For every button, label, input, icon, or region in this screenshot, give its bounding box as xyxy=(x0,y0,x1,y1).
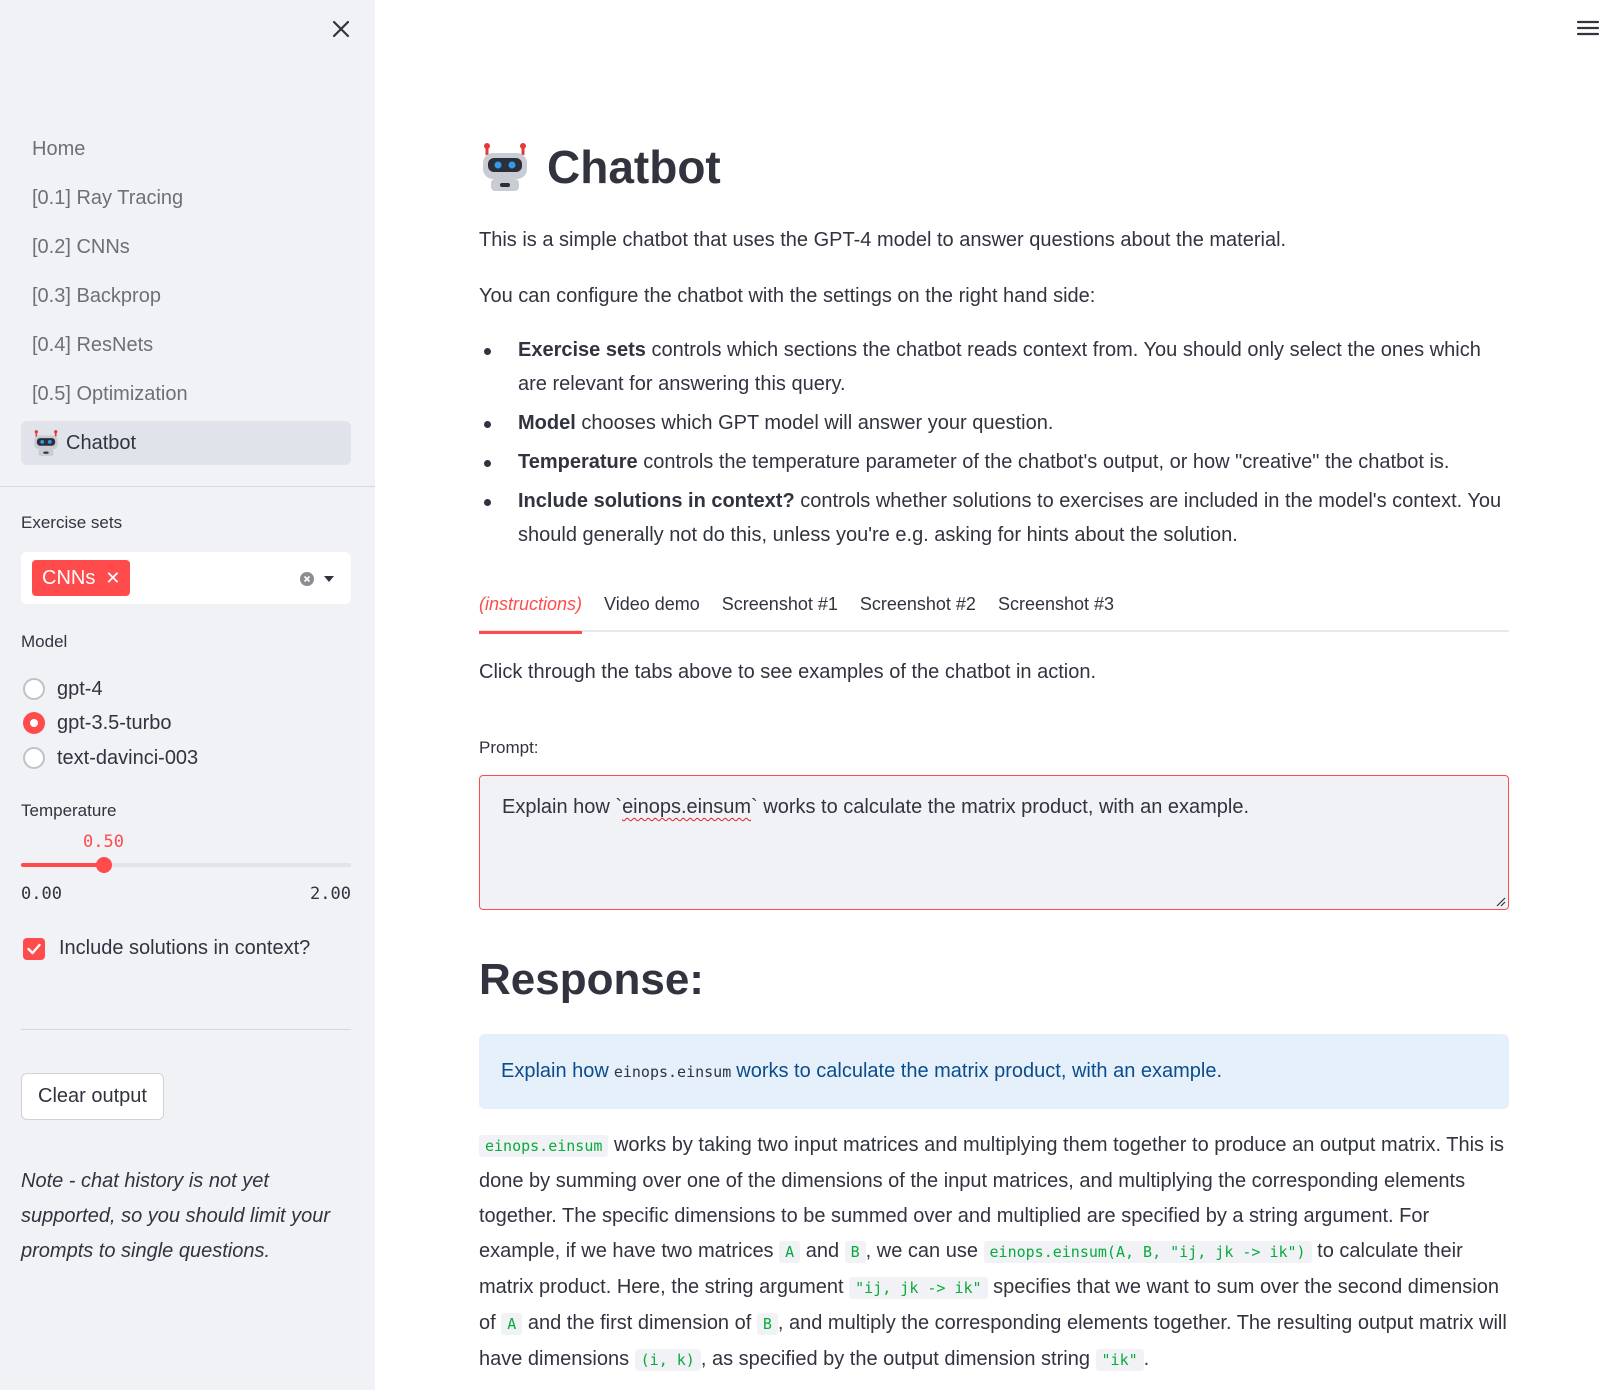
info-text: Explain how xyxy=(501,1060,609,1082)
config-intro-text: You can configure the chatbot with the settings on the right hand side: xyxy=(479,285,1096,307)
list-item-desc: controls the temperature parameter of the chatbot's output, or how "creative" the chatbot is. xyxy=(637,451,1450,473)
include-solutions-checkbox-row[interactable] xyxy=(23,937,310,960)
radio-button[interactable] xyxy=(23,712,45,734)
tab-video-demo[interactable]: Video demo xyxy=(604,594,700,614)
response-text: specifies that we want to sum over the second dimension of xyxy=(479,1276,1499,1334)
page-nav xyxy=(21,127,351,470)
nav-item-label: Chatbot xyxy=(66,431,137,454)
model-label: Model xyxy=(21,632,68,651)
model-option-text-davinci-003[interactable] xyxy=(23,745,198,771)
prompt-text: ` works to calculate the matrix product, with an example. xyxy=(751,796,1250,818)
radio-button[interactable] xyxy=(23,678,45,700)
inline-code: (i, k) xyxy=(635,1349,701,1371)
close-icon xyxy=(332,20,350,38)
inline-code: "ij, jk -> ik" xyxy=(849,1277,987,1299)
slider-min-label: 0.00 xyxy=(21,884,62,904)
nav-item-resnets[interactable] xyxy=(21,323,351,367)
list-item-term: Include solutions in context? xyxy=(518,490,795,512)
list-item xyxy=(479,333,1509,401)
temperature-slider[interactable] xyxy=(21,832,351,904)
include-solutions-checkbox[interactable] xyxy=(23,938,45,960)
radio-label: text-davinci-003 xyxy=(57,746,199,769)
tab-bar xyxy=(479,586,1509,632)
tab-content-text: Click through the tabs above to see examples of the chatbot in action. xyxy=(479,661,1097,683)
inline-code: A xyxy=(501,1313,522,1335)
inline-code: einops.einsum(A, B, "ij, jk -> ik") xyxy=(984,1241,1312,1263)
slider-fill xyxy=(21,863,104,867)
remove-tag-icon[interactable]: ✕ xyxy=(105,567,121,588)
model-option-gpt-4[interactable] xyxy=(23,676,103,702)
slider-current-value: 0.50 xyxy=(83,832,124,852)
list-item-desc: chooses which GPT model will answer your question. xyxy=(575,412,1054,434)
tab-instructions[interactable]: (instructions) xyxy=(479,586,582,632)
list-item xyxy=(479,406,1509,440)
nav-item-cnns[interactable] xyxy=(21,225,351,269)
sidebar-divider xyxy=(0,486,375,487)
clear-selection-icon[interactable] xyxy=(299,571,315,587)
nav-item-optimization[interactable] xyxy=(21,372,351,416)
history-note: Note - chat history is not yet supported, so you should limit your prompts to single questions. xyxy=(21,1170,331,1262)
chevron-down-icon[interactable] xyxy=(323,574,335,584)
nav-item-label: [0.2] CNNs xyxy=(32,235,130,258)
prompt-text: Explain how ` xyxy=(502,796,623,818)
sidebar xyxy=(0,0,375,1390)
response-text: , we can use xyxy=(865,1240,984,1262)
inline-code: A xyxy=(779,1241,800,1263)
nav-item-home[interactable] xyxy=(21,127,351,171)
slider-max-label: 2.00 xyxy=(310,884,351,904)
response-text: and the first dimension of xyxy=(522,1312,757,1334)
temperature-label: Temperature xyxy=(21,801,117,820)
slider-thumb[interactable] xyxy=(96,857,112,873)
intro-text: This is a simple chatbot that uses the GPT-4 model to answer questions about the material. xyxy=(479,229,1287,251)
nav-item-chatbot[interactable] xyxy=(21,421,351,465)
response-text: and xyxy=(800,1240,845,1262)
tag-label: CNNs xyxy=(42,566,96,589)
list-item-desc: controls whether solutions to exercises are included in the model's context. You should generally not do this, unless you're e.g. asking for hints about the solution. xyxy=(518,490,1502,546)
list-item xyxy=(479,484,1509,552)
tab-screenshot-2[interactable]: Screenshot #2 xyxy=(859,594,976,614)
prompt-textarea[interactable] xyxy=(479,775,1509,910)
tab-screenshot-3[interactable]: Screenshot #3 xyxy=(997,594,1115,614)
checkmark-icon xyxy=(27,943,41,955)
response-text: works by taking two input matrices and multiplying them together to produce an output matrix. This is done by summing over one of the dimensions of the input matrices, and multiplying the corresponding elements together. The specific dimensions to be summed over and multiplied are specified by a string argument. For example, if we have two matrices xyxy=(479,1134,1505,1262)
nav-item-label: [0.1] Ray Tracing xyxy=(32,186,184,209)
radio-label: gpt-3.5-turbo xyxy=(57,711,172,734)
info-code: einops.einsum xyxy=(613,1062,732,1081)
exercise-sets-multiselect[interactable] xyxy=(21,552,351,604)
response-text: to calculate their matrix product. Here, the string argument xyxy=(479,1240,1463,1298)
settings-list xyxy=(479,333,1509,557)
inline-code: einops.einsum xyxy=(479,1135,608,1157)
nav-item-label: [0.5] Optimization xyxy=(32,382,188,405)
close-sidebar-button[interactable] xyxy=(326,14,356,44)
nav-item-label: [0.4] ResNets xyxy=(32,333,154,356)
prompt-echo-box xyxy=(479,1034,1509,1109)
inline-code: B xyxy=(845,1241,866,1263)
list-item-term: Model xyxy=(518,412,576,434)
info-text: works to calculate the matrix product, with an example. xyxy=(736,1060,1223,1082)
response-text: , and multiply the corresponding elements together. The resulting output matrix will have dimensions xyxy=(479,1312,1507,1370)
exercise-sets-label: Exercise sets xyxy=(21,513,123,532)
response-heading: Response: xyxy=(479,955,704,1004)
selected-tag-cnns xyxy=(32,560,130,596)
sidebar-divider xyxy=(21,1029,351,1030)
hamburger-menu-icon[interactable] xyxy=(1572,14,1604,42)
page-header xyxy=(479,140,721,194)
resize-handle-icon[interactable] xyxy=(1494,895,1506,907)
radio-button[interactable] xyxy=(23,747,45,769)
checkbox-label: Include solutions in context? xyxy=(59,937,311,959)
nav-item-backprop[interactable] xyxy=(21,274,351,318)
inline-code: "ik" xyxy=(1096,1349,1144,1371)
response-body xyxy=(479,1128,1509,1378)
list-item-term: Temperature xyxy=(518,451,638,473)
radio-label: gpt-4 xyxy=(57,677,103,700)
list-item-term: Exercise sets xyxy=(518,339,646,361)
robot-icon xyxy=(479,141,531,193)
nav-item-label: [0.3] Backprop xyxy=(32,284,161,307)
prompt-label: Prompt: xyxy=(479,738,539,757)
nav-item-label: Home xyxy=(32,137,86,160)
response-text: , as specified by the output dimension string xyxy=(700,1348,1096,1370)
list-item-desc: controls which sections the chatbot reads context from. You should only select the ones which are relevant for answering this query. xyxy=(518,339,1481,395)
robot-icon xyxy=(32,429,60,457)
page-title: Chatbot xyxy=(547,141,721,193)
clear-output-button[interactable]: Clear output xyxy=(21,1073,164,1120)
nav-item-ray-tracing[interactable] xyxy=(21,176,351,220)
inline-code: B xyxy=(757,1313,778,1335)
tab-screenshot-1[interactable]: Screenshot #1 xyxy=(721,594,838,614)
prompt-text-misspelled: einops.einsum xyxy=(622,796,752,818)
response-text: . xyxy=(1143,1348,1150,1370)
list-item xyxy=(479,445,1509,479)
model-option-gpt-3-5-turbo[interactable] xyxy=(23,710,172,736)
